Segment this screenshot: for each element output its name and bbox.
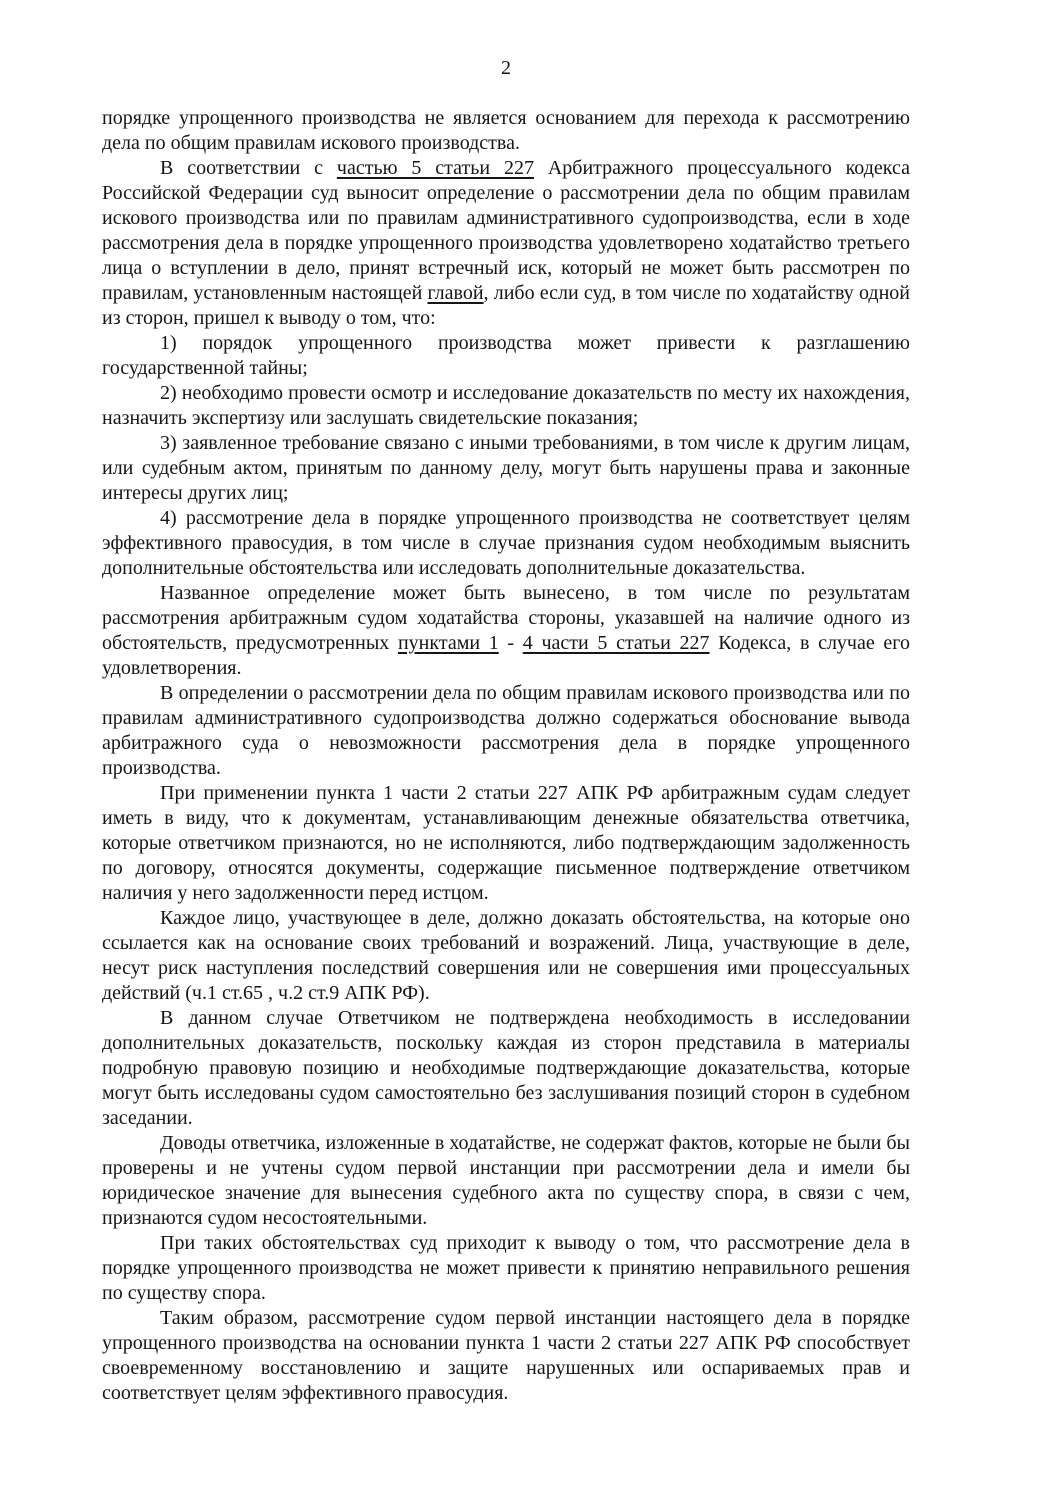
paragraph bbox=[102, 381, 910, 431]
paragraph bbox=[102, 331, 910, 381]
paragraph-text: При таких обстоятельствах суд приходит к выводу о том, что рассмотрение дела в порядке упрощенного производства не может привести к принятию неправильного решения по существу спора. bbox=[102, 1232, 910, 1304]
paragraph bbox=[102, 781, 910, 906]
paragraph bbox=[102, 1231, 910, 1306]
paragraph-text: В соответствии с bbox=[160, 157, 337, 179]
paragraph bbox=[102, 581, 910, 681]
paragraph-text: Доводы ответчика, изложенные в ходатайстве, не содержат фактов, которые не были бы проверены и не учтены судом первой инстанции при рассмотрении дела и имели бы юридическое значение для вынесения судебного акта по существу спора, в связи с чем, признаются судом несостоятельными. bbox=[102, 1132, 910, 1229]
paragraph-text: порядке упрощенного производства не является основанием для перехода к рассмотрению дела по общим правилам искового производства. bbox=[102, 107, 910, 154]
paragraph-text: 4) рассмотрение дела в порядке упрощенного производства не соответствует целям эффективного правосудия, в том числе в случае признания судом необходимым выяснить дополнительные обстоятельства или исследовать дополнительные доказательства. bbox=[102, 507, 910, 579]
document-body bbox=[102, 106, 910, 1406]
paragraph-text: Каждое лицо, участвующее в деле, должно доказать обстоятельства, на которые оно ссылается как на основание своих требований и возражений. Лица, участвующие в деле, несут риск наступления последствий совершения или не совершения ими процессуальных действий (ч.1 ст.65 , ч.2 ст.9 АПК РФ). bbox=[102, 907, 910, 1004]
paragraph bbox=[102, 681, 910, 781]
paragraph-text: - bbox=[498, 632, 523, 654]
paragraph bbox=[102, 1006, 910, 1131]
underlined-reference: пунктами 1 bbox=[397, 632, 499, 654]
paragraph bbox=[102, 431, 910, 506]
paragraph-text: При применении пункта 1 части 2 статьи 227 АПК РФ арбитражным судам следует иметь в виду, что к документам, устанавливающим денежные обязательства ответчика, которые ответчиком признаются, но не исполняются, либо подтверждающим задолженность по договору, относятся документы, содержащие письменное подтверждение ответчиком наличия у него задолженности перед истцом. bbox=[102, 782, 910, 904]
paragraph bbox=[102, 1131, 910, 1231]
paragraph-text: Таким образом, рассмотрение судом первой инстанции настоящего дела в порядке упрощенного производства на основании пункта 1 части 2 статьи 227 АПК РФ способствует своевременному восстановлению и защите нарушенных или оспариваемых прав и соответствует целям эффективного правосудия. bbox=[102, 1307, 910, 1404]
paragraph-text: Арбитражного процессуального кодекса Российской Федерации суд выносит определение о рассмотрении дела по общим правилам искового производства или по правилам административного судопроизводства, если в ходе рассмотрения дела в порядке упрощенного производства удовлетворено ходатайство третьего лица о вступлении в дело, принят встречный иск, который не может быть рассмотрен по правилам, установленным настоящей bbox=[102, 157, 910, 304]
underlined-reference: 4 части 5 статьи 227 bbox=[522, 632, 710, 654]
paragraph-text: 3) заявленное требование связано с иными требованиями, в том числе к другим лицам, или судебным актом, принятым по данному делу, могут быть нарушены права и законные интересы других лиц; bbox=[102, 432, 910, 504]
paragraph-text: 2) необходимо провести осмотр и исследование доказательств по месту их нахождения, назначить экспертизу или заслушать свидетельские показания; bbox=[102, 382, 910, 429]
page-number: 2 bbox=[501, 57, 511, 79]
paragraph bbox=[102, 506, 910, 581]
paragraph-text: , либо если суд, в том числе по ходатайству одной из сторон, пришел к выводу о том, что: bbox=[102, 282, 910, 329]
paragraph-text: В определении о рассмотрении дела по общим правилам искового производства или по правилам административного судопроизводства должно содержаться обоснование вывода арбитражного суда о невозможности рассмотрения дела в порядке упрощенного производства. bbox=[102, 682, 910, 779]
paragraph bbox=[102, 106, 910, 156]
paragraph bbox=[102, 906, 910, 1006]
paragraph bbox=[102, 1306, 910, 1406]
underlined-reference: главой bbox=[427, 282, 484, 304]
paragraph-text: В данном случае Ответчиком не подтверждена необходимость в исследовании дополнительных доказательств, поскольку каждая из сторон представила в материалы подробную правовую позицию и необходимые подтверждающие доказательства, которые могут быть исследованы судом самостоятельно без заслушивания позиций сторон в судебном заседании. bbox=[102, 1007, 910, 1129]
paragraph bbox=[102, 156, 910, 331]
paragraph-text: 1) порядок упрощенного производства может привести к разглашению государственной тайны; bbox=[102, 332, 910, 379]
paragraph-text: Кодекса, в случае его удовлетворения. bbox=[102, 632, 911, 679]
paragraph-text: Названное определение может быть вынесено, в том числе по результатам рассмотрения арбитражным судом ходатайства стороны, указавшей на наличие одного из обстоятельств, предусмотренных bbox=[102, 582, 910, 654]
underlined-reference: частью 5 статьи 227 bbox=[336, 157, 534, 179]
